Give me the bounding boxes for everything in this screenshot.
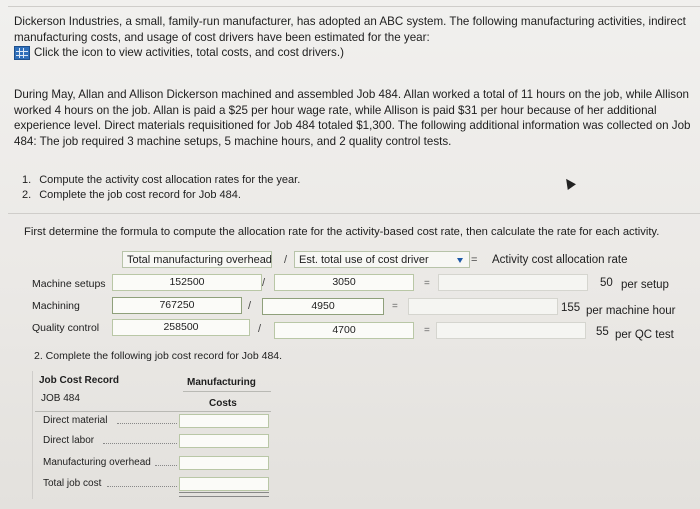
direct-material-input[interactable] bbox=[179, 414, 269, 428]
overhead-input[interactable]: 767250 bbox=[112, 297, 242, 314]
job-number: JOB 484 bbox=[41, 393, 80, 404]
item-direct-labor: Direct labor bbox=[43, 435, 95, 446]
total-job-cost-input[interactable] bbox=[179, 477, 269, 491]
divide-symbol: / bbox=[258, 323, 262, 335]
task-list bbox=[22, 173, 300, 203]
scenario-line-3: experience level. Direct materials requisitioned for Job 484 totaled $1,300. The following additional information was collected on Job bbox=[14, 119, 691, 132]
rate-input[interactable] bbox=[408, 298, 558, 315]
equals-symbol: = bbox=[424, 278, 430, 289]
row-label-machining: Machining bbox=[32, 300, 80, 312]
row-label-quality-control: Quality control bbox=[32, 322, 100, 334]
leader-dots bbox=[107, 484, 177, 487]
divide-symbol: / bbox=[248, 300, 252, 312]
item-direct-material: Direct material bbox=[43, 415, 108, 426]
rate-value: 55 bbox=[596, 326, 609, 338]
rate-value: 50 bbox=[600, 277, 613, 289]
divide-symbol: / bbox=[262, 277, 266, 289]
part2-heading: 2. Complete the following job cost record for Job 484. bbox=[34, 350, 283, 362]
top-divider bbox=[8, 6, 700, 7]
rate-unit: per QC test bbox=[615, 329, 674, 341]
scenario-line-1: During May, Allan and Allison Dickerson machined and assembled Job 484. Allan worked a total of 11 hours on the job, while Allison bbox=[14, 88, 689, 101]
overhead-input[interactable]: 258500 bbox=[112, 319, 250, 336]
item-manufacturing-overhead: Manufacturing overhead bbox=[43, 457, 151, 468]
intro-line-1: Dickerson Industries, a small, family-run manufacturer, has adopted an ABC system. The following manufacturing activities, indirect bbox=[14, 15, 686, 28]
scenario-text bbox=[14, 87, 698, 149]
header-rule bbox=[35, 411, 271, 412]
rate-input[interactable] bbox=[438, 274, 588, 291]
row-label-machine-setups: Machine setups bbox=[32, 278, 106, 290]
rate-input[interactable] bbox=[436, 322, 586, 339]
divide-symbol: / bbox=[284, 254, 288, 266]
driver-input[interactable]: 4700 bbox=[274, 322, 414, 339]
task-item: 2. Complete the job cost record for Job 484. bbox=[22, 189, 241, 201]
scenario-line-4: 484: The job required 3 machine setups, 5 machine hours, and 2 quality control tests. bbox=[14, 134, 452, 148]
record-title: Job Cost Record bbox=[39, 375, 120, 386]
denominator-select[interactable]: Est. total use of cost driver bbox=[294, 251, 470, 268]
leader-dots bbox=[117, 421, 177, 424]
rate-unit: per machine hour bbox=[586, 305, 676, 317]
overhead-input[interactable]: 152500 bbox=[112, 274, 262, 291]
numerator-select[interactable]: Total manufacturing overhead bbox=[122, 251, 272, 268]
instruction-text: First determine the formula to compute the allocation rate for the activity-based cost rate, then calculate the rate for each activity. bbox=[24, 226, 660, 238]
equals-symbol: = bbox=[392, 301, 398, 312]
section-divider bbox=[8, 213, 700, 214]
manufacturing-overhead-input[interactable] bbox=[179, 456, 269, 470]
double-underline bbox=[179, 492, 269, 497]
header-rule bbox=[183, 391, 271, 392]
rate-unit: per setup bbox=[621, 279, 669, 291]
view-data-link[interactable] bbox=[14, 45, 344, 61]
data-table-icon[interactable] bbox=[14, 46, 30, 60]
rate-value: 155 bbox=[561, 302, 581, 314]
intro-line-2: manufacturing costs, and usage of cost drivers have been estimated for the year: bbox=[14, 30, 430, 44]
dropdown-arrow-icon[interactable] bbox=[453, 252, 463, 269]
column-header-manufacturing: Manufacturing bbox=[187, 377, 256, 388]
view-data-link-text[interactable]: Click the icon to view activities, total costs, and cost drivers.) bbox=[34, 46, 344, 59]
leader-dots bbox=[155, 463, 177, 466]
item-total-job-cost: Total job cost bbox=[43, 478, 102, 489]
scenario-line-2: worked 4 hours on the job. Allan is paid a $25 per hour wage rate, while Allison is paid $31 per hour because of her additional bbox=[14, 103, 657, 117]
mouse-cursor-icon bbox=[562, 176, 576, 190]
equals-symbol: = bbox=[471, 254, 478, 266]
job-cost-record bbox=[32, 371, 273, 499]
driver-input[interactable]: 4950 bbox=[262, 298, 384, 315]
direct-labor-input[interactable] bbox=[179, 434, 269, 448]
rate-column-header: Activity cost allocation rate bbox=[492, 254, 628, 266]
column-header-costs: Costs bbox=[209, 398, 237, 409]
task-item: 1. Compute the activity cost allocation rates for the year. bbox=[22, 174, 301, 186]
driver-input[interactable]: 3050 bbox=[274, 274, 414, 291]
intro-text bbox=[14, 14, 698, 64]
equals-symbol: = bbox=[424, 325, 430, 336]
leader-dots bbox=[103, 441, 177, 444]
